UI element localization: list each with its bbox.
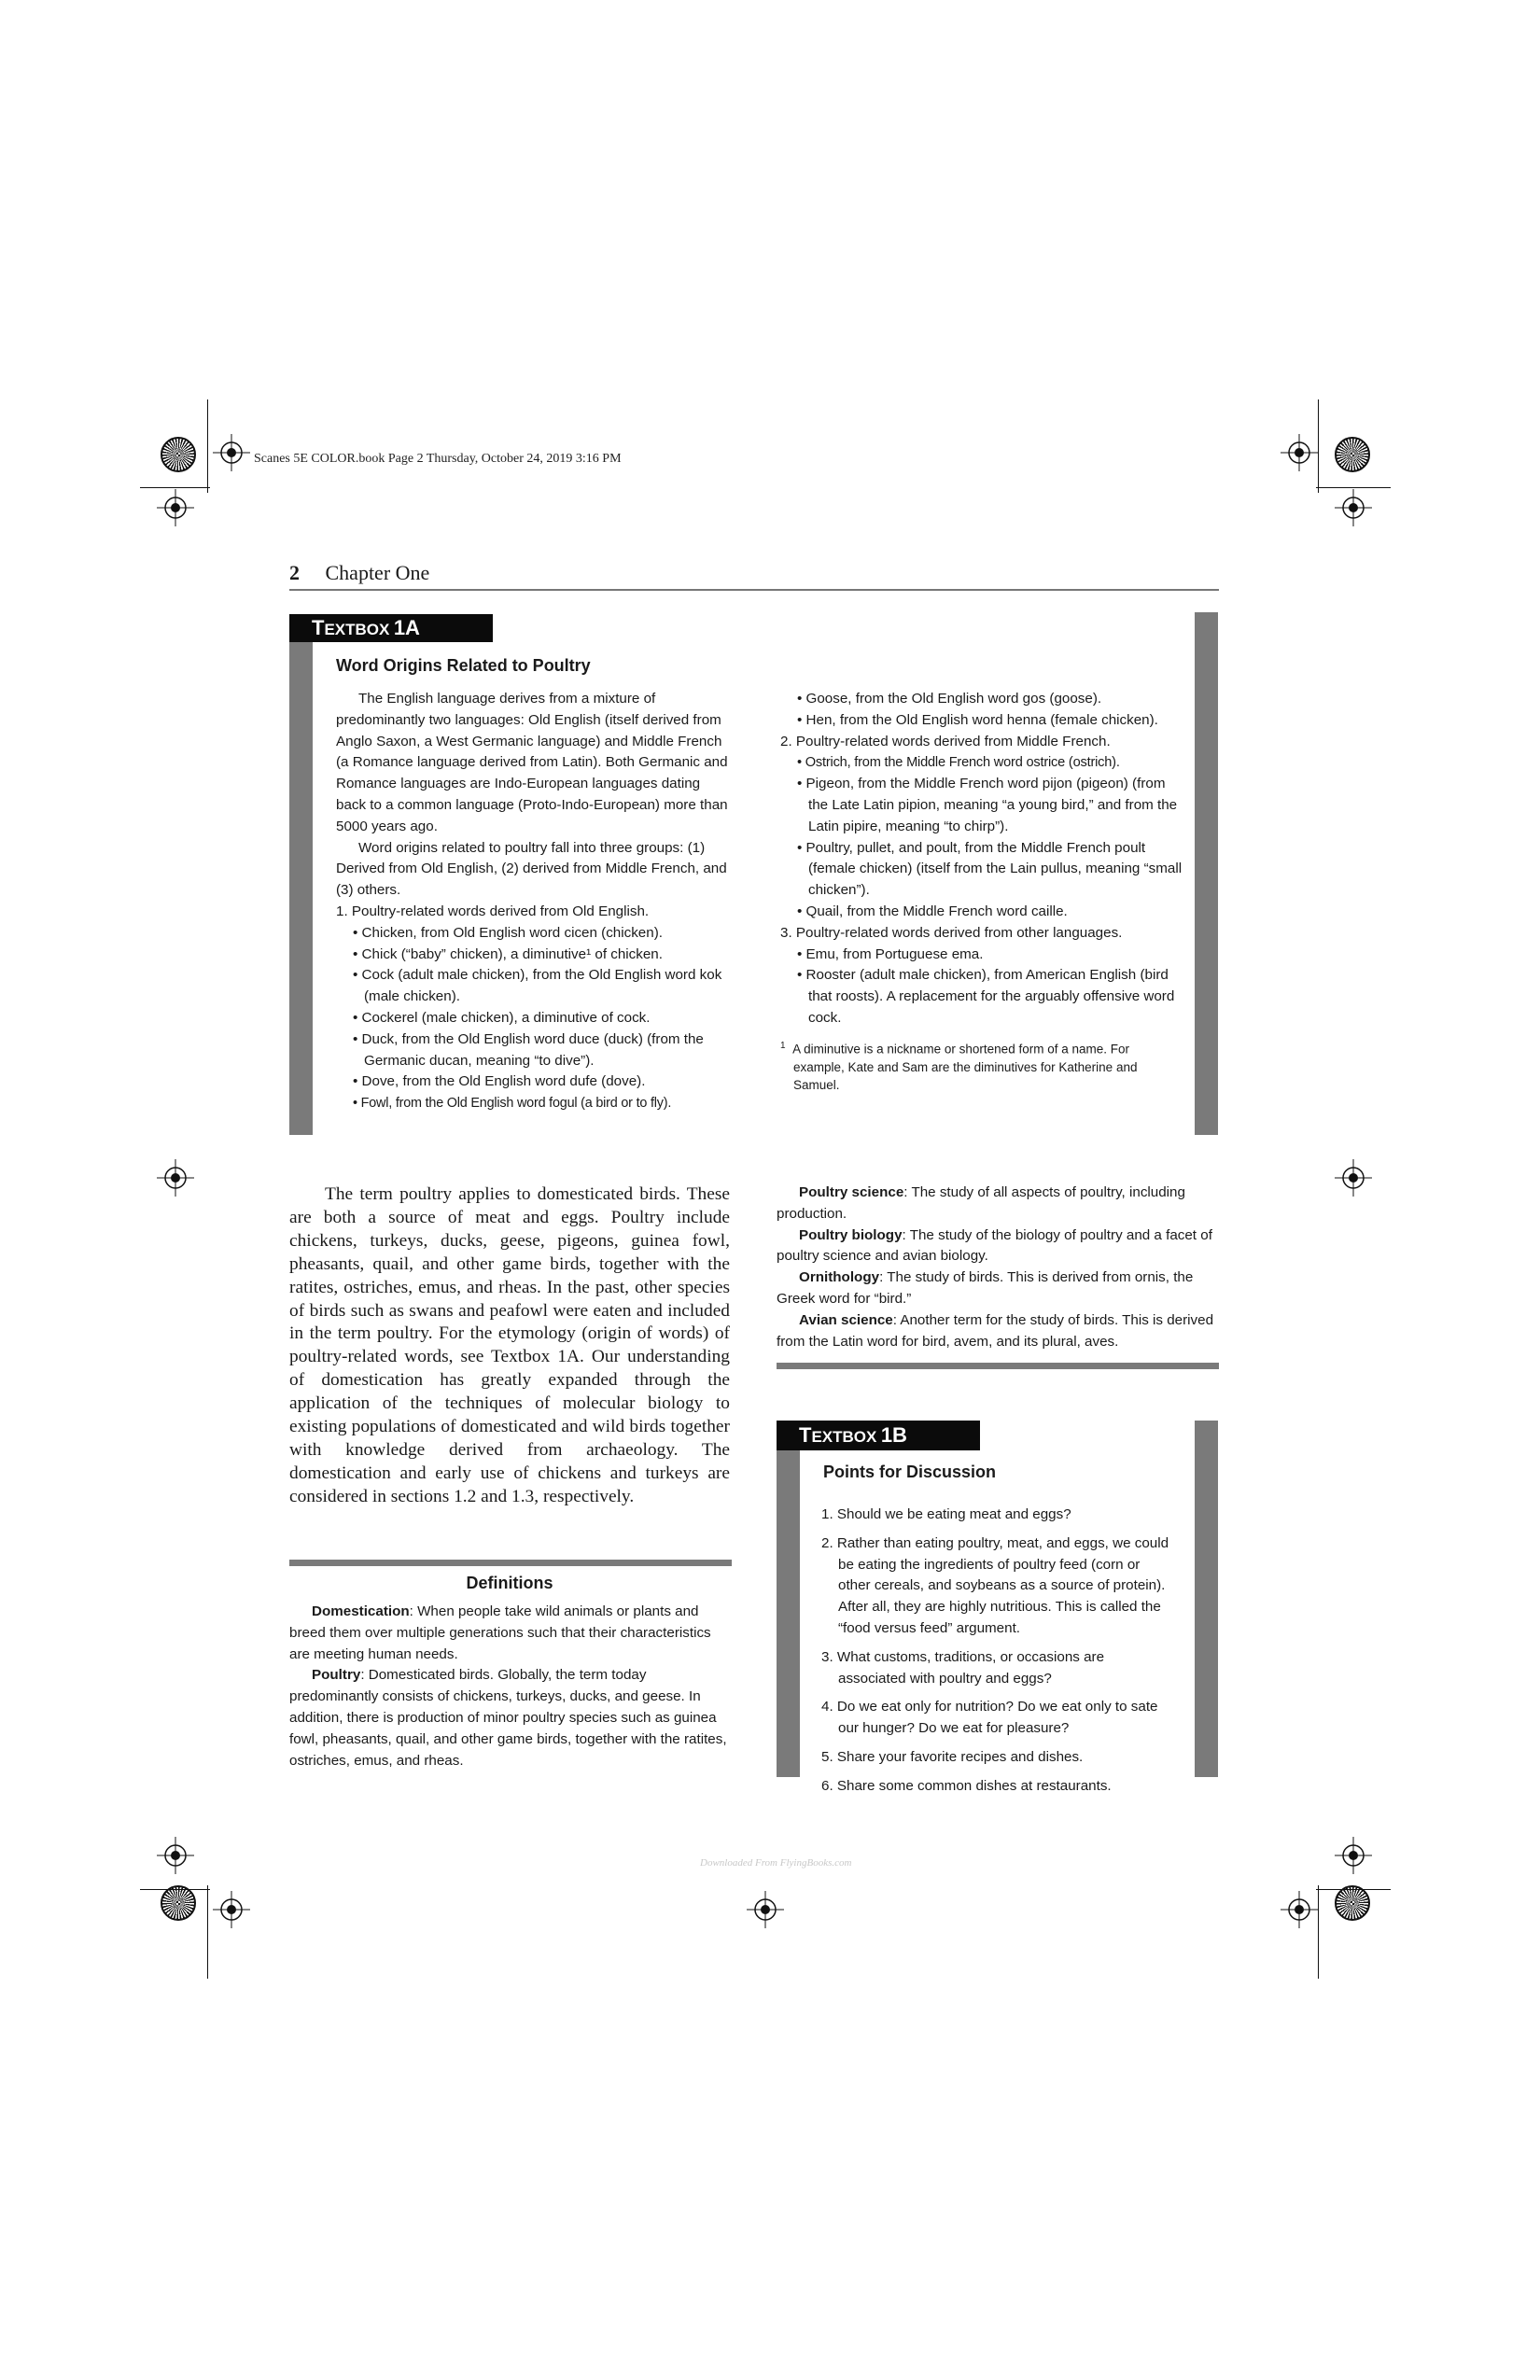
crosshair-icon [1335, 1159, 1372, 1197]
crosshair-icon [747, 1891, 784, 1928]
list-item: • Chicken, from Old English word cicen (chicken). [336, 923, 734, 945]
registration-star-bottom-right [1335, 1885, 1370, 1921]
definition-item: Avian science: Another term for the study of birds. This is derived from the Latin word for bird, avem, and its plural, aves. [777, 1311, 1214, 1350]
textbox-1b-left-bar [777, 1450, 800, 1777]
list-item: • Duck, from the Old English word duce (duck) (from the Germanic ducan, meaning “to dive”). [336, 1029, 734, 1072]
textbox-1a-col-left [336, 689, 734, 1114]
textbox-1a-label: TEXTBOX 1A [289, 614, 493, 642]
definitions-bottom-rule [777, 1363, 1219, 1369]
textbox-1a-title: Word Origins Related to Poultry [336, 656, 591, 675]
definitions-top-rule [289, 1560, 732, 1566]
print-slug: Scanes 5E COLOR.book Page 2 Thursday, October 24, 2019 3:16 PM [254, 452, 622, 466]
crosshair-icon [1281, 1891, 1318, 1928]
registration-star-top-right [1335, 437, 1370, 472]
list-item: • Cock (adult male chicken), from the Old English word kok (male chicken). [336, 965, 734, 1008]
crosshair-icon [1281, 434, 1318, 471]
textbox-1a-intro: Word origins related to poultry fall into three groups: (1) Derived from Old English, (2) derived from Middle French, and (3) others. [336, 839, 727, 899]
list-item: 3. What customs, traditions, or occasions are associated with poultry and eggs? [821, 1648, 1105, 1687]
list-item: • Quail, from the Middle French word caille. [780, 902, 1183, 923]
discussion-list [821, 1497, 1174, 1798]
chapter-title: Chapter One [325, 561, 430, 584]
definition-item: Poultry science: The study of all aspects of poultry, including production. [777, 1184, 1185, 1222]
running-head [289, 561, 1219, 585]
list-item: 6. Share some common dishes at restaurants. [821, 1777, 1112, 1794]
textbox-1b-label: TEXTBOX 1B [777, 1421, 980, 1450]
footnote: $^1$ A diminutive is a nickname or shortened form of a name. For example, Kate and Sam are the diminutives for Katherine and Samuel. [780, 1040, 1138, 1093]
body-paragraph [289, 1183, 730, 1509]
crosshair-icon [157, 489, 194, 526]
registration-star-top-left [161, 437, 196, 472]
list-item: • Goose, from the Old English word gos (goose). [780, 689, 1183, 710]
crop-line [207, 1885, 208, 1979]
crosshair-icon [157, 1159, 194, 1197]
definitions-list [289, 1602, 732, 1771]
crosshair-icon [157, 1837, 194, 1874]
list-item: • Emu, from Portuguese ema. [780, 945, 1183, 966]
list-item: 1. Should we be eating meat and eggs? [821, 1506, 1071, 1522]
textbox-1a-intro: The English language derives from a mixture of predominantly two languages: Old English (itself derived from Anglo Saxon, a West Germanic language) and Middle French (a Romance language derived from Latin). Both Germanic and Romance languages are Indo-European languages dating back to a common language (Proto-Indo-European) more than 5000 years ago. [336, 691, 728, 834]
list-item: • Chick (“baby” chicken), a diminutive¹ of chicken. [336, 945, 734, 966]
crop-line [1318, 1885, 1319, 1979]
definition-item: Poultry biology: The study of the biology of poultry and a facet of poultry science and avian biology. [777, 1226, 1212, 1265]
list-item: • Dove, from the Old English word dufe (dove). [336, 1071, 734, 1093]
list-item: • Ostrich, from the Middle French word ostrice (ostrich). [780, 752, 1183, 774]
crosshair-icon [213, 1891, 250, 1928]
list-item: • Pigeon, from the Middle French word pijon (pigeon) (from the Late Latin pipion, meaning “a young bird,” and from the Latin pipire, meaning “to chirp”). [780, 774, 1183, 837]
crop-line [1316, 487, 1391, 488]
textbox-1b-right-bar [1195, 1421, 1218, 1777]
registration-star-bottom-left [161, 1885, 196, 1921]
textbox-1a-left-bar [289, 642, 313, 1135]
list-item: 2. Rather than eating poultry, meat, and eggs, we could be eating the ingredients of poultry feed (corn or other cereals, and soybeans as a source of protein). After all, they are highly nutritious. This is called the “food versus feed” argument. [821, 1534, 1169, 1636]
list-heading: 3. Poultry-related words derived from other languages. [780, 924, 1123, 941]
definition-item: Ornithology: The study of birds. This is derived from ornis, the Greek word for “bird.” [777, 1269, 1194, 1307]
list-heading: 1. Poultry-related words derived from Old English. [336, 903, 650, 919]
list-item: • Cockerel (male chicken), a diminutive of cock. [336, 1008, 734, 1029]
crop-line [140, 487, 210, 488]
definitions-list-continued [777, 1183, 1219, 1352]
textbox-1b-title: Points for Discussion [823, 1463, 997, 1481]
crosshair-icon [1335, 1837, 1372, 1874]
list-heading: 2. Poultry-related words derived from Middle French. [780, 733, 1111, 749]
textbox-1a-right-bar [1195, 612, 1218, 1135]
list-item: • Fowl, from the Old English word fogul (a bird or to fly). [336, 1093, 734, 1114]
definitions-title: Definitions [466, 1574, 553, 1592]
textbox-1a-col-right [780, 689, 1183, 1095]
definition-item: Poultry: Domesticated birds. Globally, the term today predominantly consists of chickens, turkeys, ducks, and geese. In addition, there is production of minor poultry species such as guinea fowl, pheasants, quail, and other game birds, together with the ratites, ostriches, emus, and rheas. [289, 1667, 727, 1769]
watermark: Downloaded From FlyingBooks.com [700, 1857, 852, 1869]
list-item: • Rooster (adult male chicken), from American English (bird that roosts). A replacement for the arguably offensive word cock. [780, 965, 1183, 1029]
crop-line [140, 1889, 210, 1890]
list-item: 4. Do we eat only for nutrition? Do we eat only to sate our hunger? Do we eat for pleasure? [821, 1699, 1158, 1737]
list-item: • Poultry, pullet, and poult, from the Middle French poult (female chicken) (itself from the Lain pullus, meaning “small chicken”). [780, 838, 1183, 902]
crosshair-icon [213, 434, 250, 471]
page-number: 2 [289, 561, 300, 584]
crop-line [1316, 1889, 1391, 1890]
header-rule [289, 589, 1219, 591]
crop-line [207, 399, 208, 493]
list-item: • Hen, from the Old English word henna (female chicken). [780, 710, 1183, 732]
body-text: The term poultry applies to domesticated birds. These are both a source of meat and eggs. Poultry include chickens, turkeys, ducks, geese, pigeons, guinea fowl, pheasants, quail, and other game birds, together with the ratites, ostriches, emus, and rheas. In the past, other species of birds such as swans and peafowl were eaten and included in the term poultry. For the etymology (origin of words) of poultry-related words, see Textbox 1A. Our understanding of domestication has greatly expanded through the application of the techniques of molecular biology to existing populations of domesticated and wild birds together with knowledge derived from archaeology. The domestication and early use of chickens and turkeys are considered in sections 1.2 and 1.3, respectively. [289, 1184, 730, 1506]
definition-item: Domestication: When people take wild animals or plants and breed them over multiple generations such that their characteristics are meeting human needs. [289, 1603, 711, 1662]
list-item: 5. Share your favorite recipes and dishes. [821, 1748, 1084, 1765]
crop-line [1318, 399, 1319, 493]
crosshair-icon [1335, 489, 1372, 526]
